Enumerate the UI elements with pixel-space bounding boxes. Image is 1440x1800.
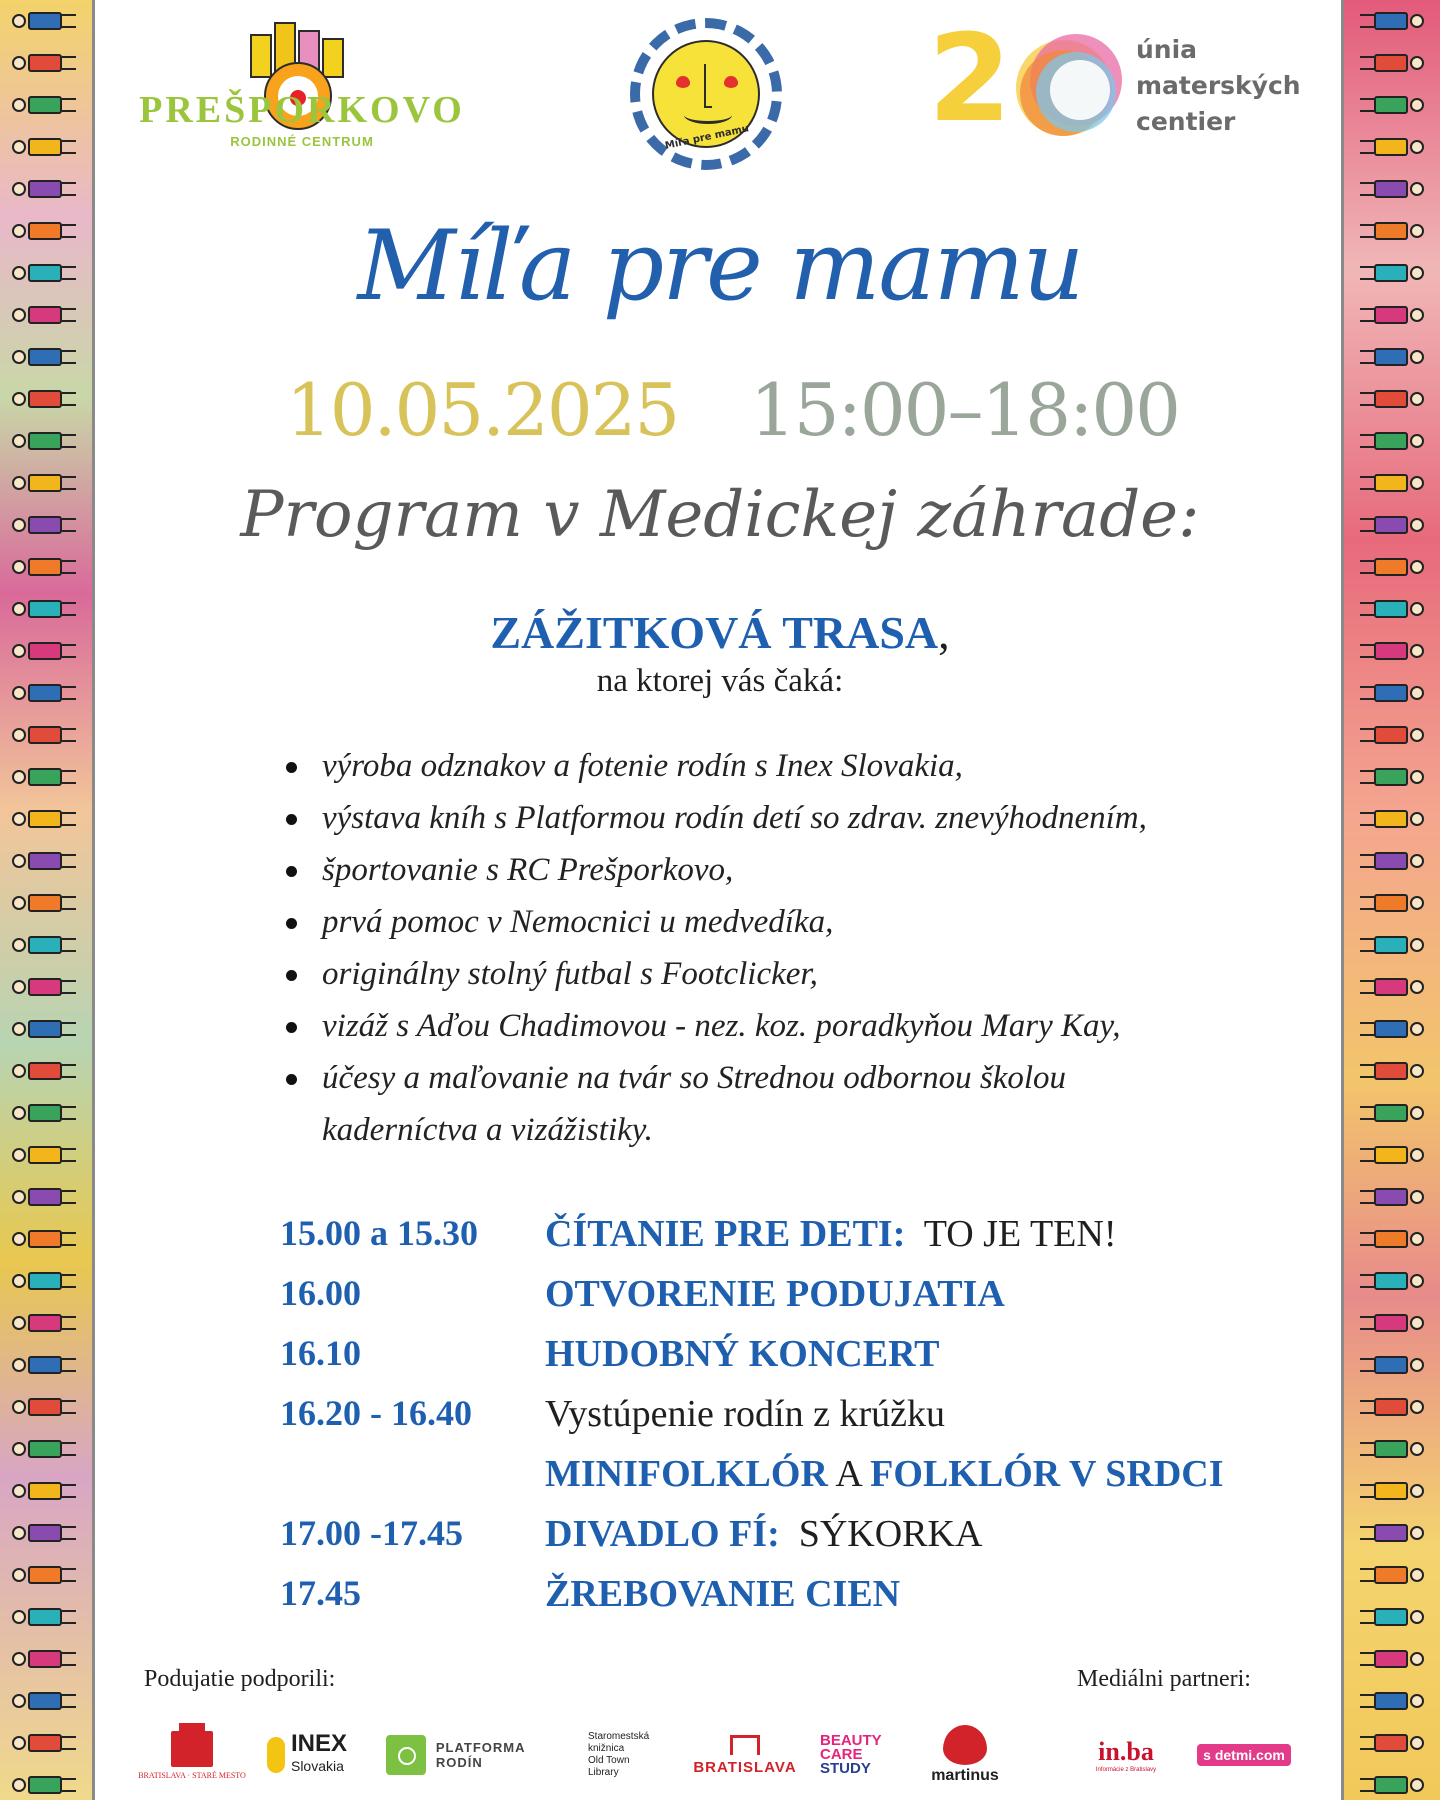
right-figure-chain [1344, 0, 1440, 1800]
schedule-highlight: OTVORENIE PODUJATIA [545, 1273, 1005, 1315]
border-figure-icon [1358, 756, 1428, 800]
schedule-description [545, 1212, 1117, 1256]
schedule-description [545, 1332, 940, 1376]
list-item [280, 1052, 1080, 1156]
sdetmi-logo [1196, 1720, 1292, 1790]
border-figure-icon [8, 966, 78, 1010]
schedule-description [545, 1512, 982, 1556]
stare-mesto-caption: BRATISLAVA · STARÉ MESTO [138, 1770, 246, 1780]
border-figure-icon [8, 336, 78, 380]
activity-text: vizáž s Aďou Chadimovou - nez. koz. poradkyňou Mary Kay, [322, 1008, 1121, 1044]
border-figure-icon [8, 1260, 78, 1304]
martinus-text: martinus [931, 1767, 999, 1784]
schedule-highlight: MINIFOLKLÓR [545, 1453, 828, 1495]
border-figure-icon [1358, 1554, 1428, 1598]
schedule-description [545, 1272, 1005, 1316]
bullet-icon [286, 970, 297, 981]
bratislava-text: BRATISLAVA [693, 1758, 797, 1776]
border-figure-icon [1358, 840, 1428, 884]
mila-pre-mamu-sun-logo [622, 14, 792, 174]
route-activities-list [280, 740, 1220, 1156]
activity-text: prvá pomoc v Nemocnici u medvedíka, [322, 904, 834, 940]
library-line-1: Staromestská [588, 1731, 650, 1742]
border-figure-icon [8, 1428, 78, 1472]
border-figure-icon [1358, 336, 1428, 380]
unia-text [1136, 32, 1301, 140]
border-figure-icon [1358, 210, 1428, 254]
bullet-icon [286, 1074, 297, 1085]
unia-line-3: centier [1136, 107, 1236, 136]
schedule-connector: A [835, 1453, 861, 1495]
staromestska-kniznica-logo [588, 1720, 668, 1790]
list-item [280, 844, 1220, 896]
schedule-row [280, 1512, 1280, 1572]
border-figure-icon [8, 168, 78, 212]
border-figure-icon [8, 1764, 78, 1800]
right-border-line [1341, 0, 1344, 1800]
schedule-time: 16.00 [280, 1273, 361, 1313]
border-figure-icon [1358, 42, 1428, 86]
schedule-row [280, 1572, 1280, 1632]
list-item [280, 896, 1220, 948]
bratislava-logo [690, 1720, 800, 1790]
activity-text: výstava kníh s Platformou rodín detí so zdrav. znevýhodnením, [322, 800, 1147, 836]
library-line-2: knižnica [588, 1743, 625, 1754]
schedule-time: 16.10 [280, 1333, 361, 1373]
border-figure-icon [8, 1344, 78, 1388]
schedule [280, 1212, 1280, 1632]
castle-crest-icon [171, 1731, 213, 1767]
sun-logo-text: Míľa pre mamu [664, 123, 750, 152]
schedule-highlight: ŽREBOVANIE CIEN [545, 1573, 901, 1615]
border-figure-icon [8, 42, 78, 86]
list-item [280, 740, 1220, 792]
border-figure-icon [1358, 546, 1428, 590]
schedule-description [545, 1572, 900, 1616]
activity-text: originálny stolný futbal s Footclicker, [322, 956, 818, 992]
border-figure-icon [1358, 714, 1428, 758]
border-figure-icon [8, 210, 78, 254]
inex-sub: Slovakia [290, 1758, 344, 1774]
event-title: Míľa pre mamu [357, 210, 1083, 322]
activity-text: športovanie s RC Prešporkovo, [322, 852, 734, 888]
schedule-highlight: DIVADLO FÍ: [545, 1513, 780, 1555]
schedule-time: 17.00 -17.45 [280, 1513, 463, 1553]
right-decorative-border [1344, 0, 1440, 1800]
border-figure-icon [8, 882, 78, 926]
library-line-4: Library [588, 1767, 619, 1778]
border-figure-icon [1358, 1512, 1428, 1556]
left-border-line [92, 0, 95, 1800]
border-figure-icon [1358, 1260, 1428, 1304]
sdetmi-text: s detmi.com [1197, 1744, 1291, 1766]
border-figure-icon [8, 840, 78, 884]
schedule-description [545, 1392, 945, 1436]
border-figure-icon [1358, 378, 1428, 422]
schedule-time: 17.45 [280, 1573, 361, 1613]
event-time: 15:00–18:00 [750, 368, 1179, 452]
border-figure-icon [1358, 1638, 1428, 1682]
border-figure-icon [8, 1134, 78, 1178]
schedule-row [280, 1392, 1280, 1452]
border-figure-icon [8, 462, 78, 506]
inex-text [290, 1730, 347, 1777]
border-figure-icon [8, 1722, 78, 1766]
border-figure-icon [8, 420, 78, 464]
unia-line-1: únia [1136, 35, 1198, 64]
route-subheading: na ktorej vás čaká: [596, 663, 844, 699]
beauty-line-1: BEAUTY [820, 1732, 882, 1749]
border-figure-icon [8, 252, 78, 296]
schedule-description [545, 1452, 1224, 1496]
program-heading: Program v Medickej záhrade: [240, 478, 1200, 552]
border-figure-icon [1358, 1302, 1428, 1346]
border-figure-icon [1358, 1596, 1428, 1640]
platforma-flower-icon [386, 1735, 426, 1775]
route-heading [0, 606, 1440, 659]
border-figure-icon [8, 1638, 78, 1682]
inex-mark-icon [267, 1737, 285, 1773]
library-line-3: Old Town [588, 1755, 630, 1766]
media-partners-label: Mediálni partneri: [1077, 1666, 1251, 1692]
inba-text: in.ba [1098, 1737, 1154, 1766]
border-figure-icon [1358, 1050, 1428, 1094]
presporkovo-subtitle: RODINNÉ CENTRUM [230, 134, 374, 149]
schedule-highlight: HUDOBNÝ KONCERT [545, 1333, 940, 1375]
border-figure-icon [1358, 1428, 1428, 1472]
border-figure-icon [8, 1050, 78, 1094]
border-figure-icon [1358, 1008, 1428, 1052]
unia-number: 2 [928, 10, 1012, 149]
schedule-time: 16.20 - 16.40 [280, 1393, 472, 1433]
route-heading-comma: , [938, 607, 950, 658]
schedule-rest: SÝKORKA [798, 1513, 983, 1555]
schedule-time: 15.00 a 15.30 [280, 1213, 478, 1253]
bullet-icon [286, 918, 297, 929]
martinus-logo [920, 1720, 1010, 1790]
activity-text: výroba odznakov a fotenie rodín s Inex Slovakia, [322, 748, 963, 784]
list-item [280, 948, 1220, 1000]
border-figure-icon [1358, 1218, 1428, 1262]
unia-materskych-centier-logo [928, 10, 1308, 149]
left-decorative-border [0, 0, 92, 1800]
border-figure-icon [8, 798, 78, 842]
border-figure-icon [8, 756, 78, 800]
unia-circles-icon [1016, 34, 1126, 144]
border-figure-icon [8, 1386, 78, 1430]
border-figure-icon [1358, 1386, 1428, 1430]
border-figure-icon [1358, 1470, 1428, 1514]
left-figure-chain [0, 0, 92, 1800]
border-figure-icon [1358, 924, 1428, 968]
bratislava-stare-mesto-logo [140, 1720, 244, 1790]
border-figure-icon [8, 0, 78, 44]
border-figure-icon [8, 84, 78, 128]
activity-text: účesy a maľovanie na tvár so Strednou odbornou školou kaderníctva a vizážistiky. [322, 1060, 1067, 1148]
border-figure-icon [8, 1218, 78, 1262]
border-figure-icon [1358, 294, 1428, 338]
bratislava-gate-icon [730, 1735, 760, 1755]
border-figure-icon [1358, 1722, 1428, 1766]
bullet-icon [286, 1022, 297, 1033]
border-figure-icon [1358, 126, 1428, 170]
border-figure-icon [8, 714, 78, 758]
schedule-rest: Vystúpenie rodín z krúžku [545, 1393, 945, 1435]
border-figure-icon [8, 294, 78, 338]
schedule-row [280, 1272, 1280, 1332]
event-datetime [100, 368, 1340, 468]
list-item [280, 1000, 1220, 1052]
border-figure-icon [8, 378, 78, 422]
schedule-row [280, 1332, 1280, 1392]
inex-main: INEX [290, 1730, 347, 1757]
border-figure-icon [8, 546, 78, 590]
border-figure-icon [1358, 168, 1428, 212]
border-figure-icon [1358, 1176, 1428, 1220]
border-figure-icon [8, 1680, 78, 1724]
border-figure-icon [1358, 252, 1428, 296]
border-figure-icon [1358, 882, 1428, 926]
border-figure-icon [8, 1512, 78, 1556]
border-figure-icon [1358, 1344, 1428, 1388]
presporkovo-name: PREŠPORKOVO [139, 89, 465, 131]
beauty-line-3: STUDY [820, 1760, 871, 1777]
bullet-icon [286, 814, 297, 825]
border-figure-icon [1358, 1764, 1428, 1800]
platforma-text: PLATFORMA RODÍN [435, 1740, 526, 1770]
border-figure-icon [1358, 420, 1428, 464]
martinus-heart-icon [943, 1725, 987, 1765]
route-heading-text: ZÁŽITKOVÁ TRASA [490, 607, 939, 658]
inba-caption: Informácie z Bratislavy [1095, 1767, 1157, 1773]
border-figure-icon [1358, 0, 1428, 44]
platforma-rodin-logo [386, 1720, 576, 1790]
border-figure-icon [8, 1092, 78, 1136]
border-figure-icon [1358, 798, 1428, 842]
list-item [280, 792, 1220, 844]
supporters-label: Podujatie podporili: [144, 1666, 336, 1692]
border-figure-icon [8, 1470, 78, 1514]
schedule-row [280, 1452, 1280, 1512]
border-figure-icon [8, 924, 78, 968]
inba-logo [1084, 1720, 1168, 1790]
border-figure-icon [1358, 84, 1428, 128]
schedule-highlight-2: FOLKLÓR V SRDCI [870, 1453, 1224, 1495]
event-date: 10.05.2025 [286, 368, 679, 452]
border-figure-icon [8, 1008, 78, 1052]
border-figure-icon [1358, 462, 1428, 506]
border-figure-icon [1358, 1134, 1428, 1178]
schedule-highlight: ČÍTANIE PRE DETI: [545, 1213, 906, 1255]
unia-line-2: materských [1136, 71, 1301, 100]
border-figure-icon [1358, 966, 1428, 1010]
bullet-icon [286, 866, 297, 877]
border-figure-icon [1358, 504, 1428, 548]
border-figure-icon [8, 1554, 78, 1598]
inex-slovakia-logo [252, 1720, 362, 1790]
border-figure-icon [1358, 1680, 1428, 1724]
beauty-line-2: CARE [820, 1746, 863, 1763]
border-figure-icon [8, 1596, 78, 1640]
beauty-care-study-logo [820, 1720, 904, 1790]
schedule-rest: TO JE TEN! [923, 1213, 1117, 1255]
presporkovo-logo [132, 18, 472, 158]
border-figure-icon [1358, 1092, 1428, 1136]
border-figure-icon [8, 1302, 78, 1346]
schedule-row [280, 1212, 1280, 1272]
border-figure-icon [8, 504, 78, 548]
bullet-icon [286, 762, 297, 773]
border-figure-icon [8, 126, 78, 170]
border-figure-icon [8, 1176, 78, 1220]
